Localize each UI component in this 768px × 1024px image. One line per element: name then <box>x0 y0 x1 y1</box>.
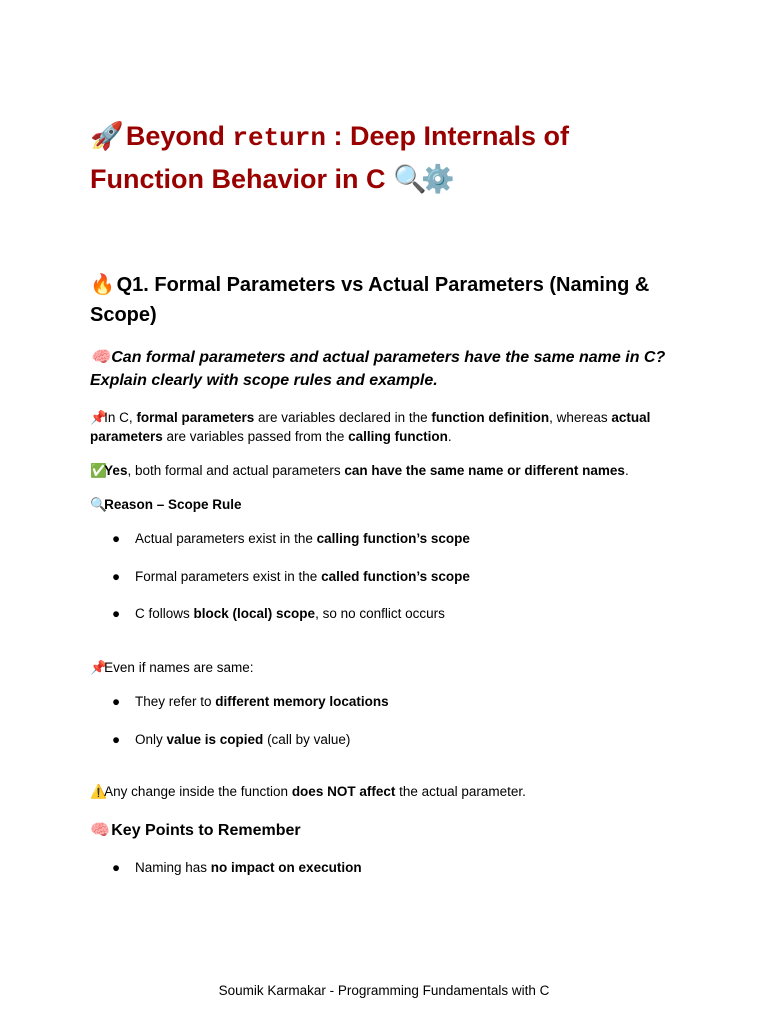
bullet-dot: ● <box>112 569 121 584</box>
key-points-heading <box>90 820 301 842</box>
title-text-part2: : Deep Internals of <box>326 121 570 151</box>
list-item-bold: different memory locations <box>215 694 389 709</box>
answer-text: , both formal and actual parameters <box>127 463 345 478</box>
gear-icon: ⚙️ <box>421 164 455 194</box>
title-code: return <box>232 123 326 153</box>
key-points-heading-text: Key Points to Remember <box>111 822 301 839</box>
warning-text: the actual parameter. <box>395 784 526 799</box>
q1-question <box>90 346 690 392</box>
fire-icon: 🔥 <box>90 274 115 296</box>
q1-heading-text: Q1. Formal Parameters vs Actual Parameters (Naming & Scope) <box>90 274 650 326</box>
warning-text: Any change inside the function <box>104 784 292 799</box>
brain-icon: 🧠 <box>90 822 110 839</box>
bullet-dot: ● <box>112 694 121 709</box>
bullet-dot: ● <box>112 732 121 747</box>
title-text-part1: Beyond <box>125 121 233 151</box>
reason-heading-text: Reason – Scope Rule <box>104 497 242 512</box>
list-item-bold: called function’s scope <box>321 569 470 584</box>
warning-paragraph <box>90 782 690 801</box>
bullet-dot: ● <box>112 606 121 621</box>
answer-bold: can have the same name or different names <box>344 463 625 478</box>
intro-text: are variables declared in the <box>254 410 432 425</box>
list-item-text: Only <box>135 732 167 747</box>
names-same-text: Even if names are same: <box>104 660 254 675</box>
intro-text: In C, <box>104 410 137 425</box>
intro-bold: calling function <box>348 429 448 444</box>
answer-text: . <box>624 463 629 478</box>
pushpin-icon: 📌 <box>90 410 107 425</box>
bullet-dot: ● <box>112 860 121 875</box>
bullet-dot: ● <box>112 531 121 546</box>
list-item-text: C follows <box>135 606 194 621</box>
magnifier-icon: 🔍 <box>90 497 107 512</box>
list-item-bold: no impact on execution <box>210 860 362 875</box>
answer-bold: Yes <box>104 463 128 478</box>
intro-paragraph <box>90 408 690 446</box>
list-item-bold: block (local) scope <box>193 606 316 621</box>
list-item-bold: value is copied <box>166 732 264 747</box>
page-title <box>90 116 690 200</box>
intro-bold: actual parameters <box>90 410 651 444</box>
reason-heading <box>90 495 241 514</box>
page-footer: Soumik Karmakar - Programming Fundamentals with C <box>218 983 550 998</box>
answer-paragraph <box>90 461 690 480</box>
list-item-text: , so no conflict occurs <box>315 606 445 621</box>
intro-bold: formal parameters <box>136 410 255 425</box>
intro-text: . <box>447 429 452 444</box>
pushpin-icon: 📌 <box>90 660 107 675</box>
list-item-text: Actual parameters exist in the <box>135 531 317 546</box>
warning-bold: does NOT affect <box>291 784 396 799</box>
list-item-text: (call by value) <box>263 732 351 747</box>
names-same-paragraph <box>90 658 690 677</box>
intro-text: , whereas <box>549 410 612 425</box>
list-item-text: Naming has <box>135 860 211 875</box>
rocket-icon: 🚀 <box>90 121 124 151</box>
title-line2: Function Behavior in C <box>90 164 394 194</box>
check-mark-icon: ✅ <box>90 463 107 478</box>
magnifier-icon: 🔍 <box>393 164 427 194</box>
list-item-text: They refer to <box>135 694 216 709</box>
q1-question-text: Can formal parameters and actual parameters have the same name in C? Explain clearly with scope rules and example. <box>90 349 666 389</box>
q1-heading <box>90 270 690 330</box>
list-item-bold: calling function’s scope <box>316 531 470 546</box>
intro-bold: function definition <box>431 410 550 425</box>
warning-icon: ⚠️ <box>90 784 107 799</box>
list-item-text: Formal parameters exist in the <box>135 569 322 584</box>
brain-icon: 🧠 <box>90 349 110 366</box>
intro-text: are variables passed from the <box>162 429 349 444</box>
